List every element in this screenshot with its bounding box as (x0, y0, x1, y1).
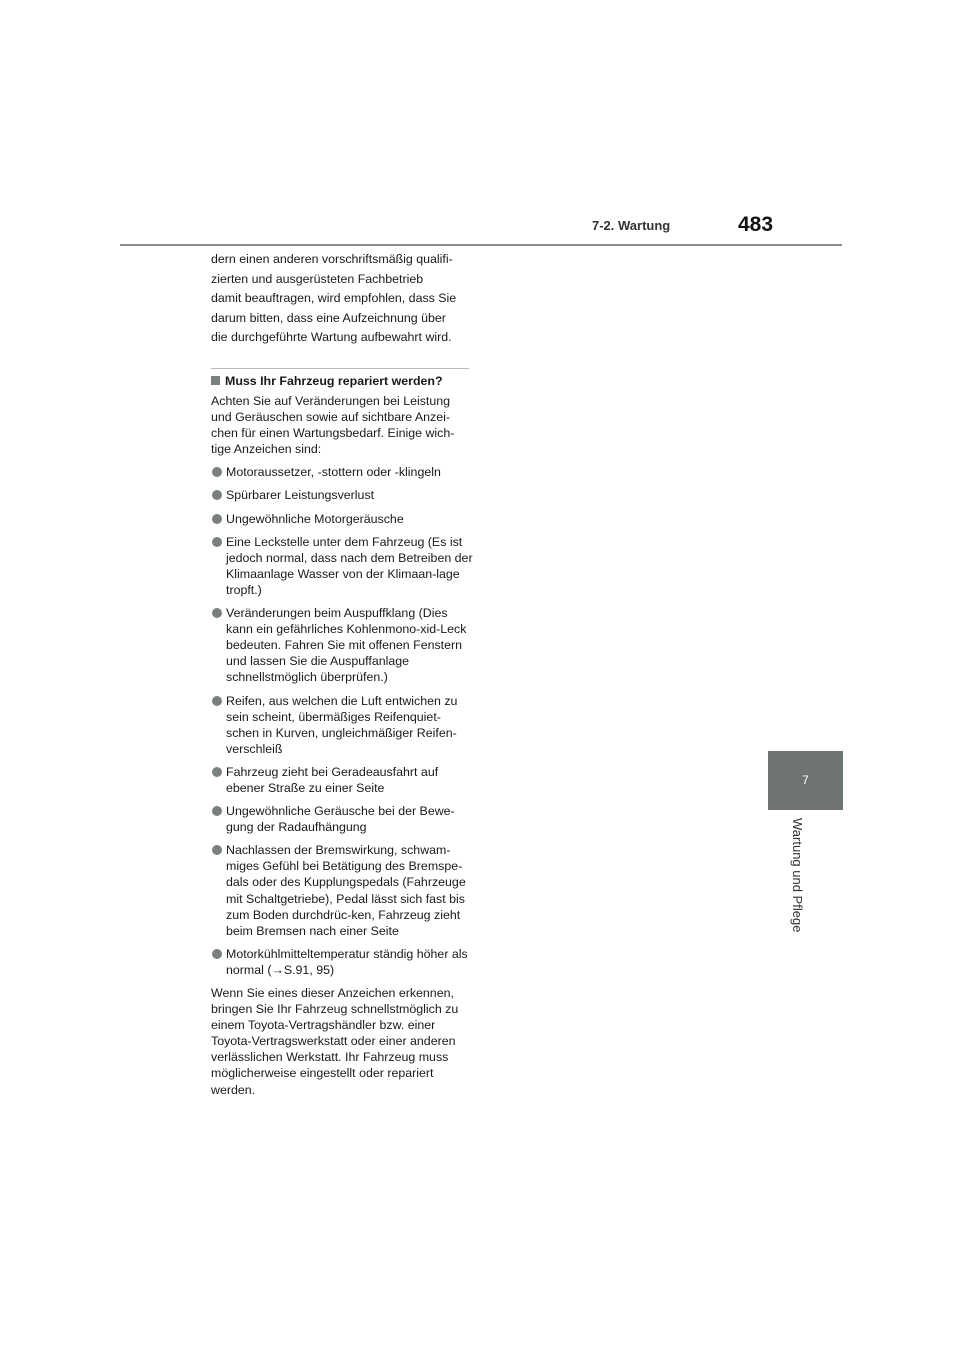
list-item-text: Motoraussetzer, -stottern oder -klingeln (226, 465, 441, 480)
list-item (211, 842, 473, 939)
list-item-text: Spürbarer Leistungsverlust (226, 488, 375, 503)
round-bullet-icon (212, 806, 222, 816)
section-intro: Achten Sie auf Veränderungen bei Leistung und Geräuschen sowie auf sichtbare Anzei-chen für einen Wartungsbedarf. Einige wich-tige Anzeichen sind: (211, 394, 455, 457)
round-bullet-icon (212, 467, 222, 477)
intro-line: darum bitten, dass eine Aufzeichnung über (211, 310, 446, 325)
list-item-text: Veränderungen beim Auspuffklang (Dies kann ein gefährliches Kohlenmono-xid-Leck bedeuten. Fahren Sie mit offenen Fenstern und lassen Sie die Auspuffanlage schnellstmöglich überprüfen.) (226, 606, 467, 685)
symptom-list (211, 464, 473, 978)
list-item (211, 803, 473, 835)
intro-line: die durchgeführte Wartung aufbewahrt wird. (211, 330, 452, 344)
list-item (211, 511, 473, 527)
round-bullet-icon (212, 537, 222, 547)
subsection-heading (211, 368, 469, 388)
list-item-text: Reifen, aus welchen die Luft entwichen zu sein scheint, übermäßiges Reifenquiet-schen in Kurven, ungleichmäßiger Reifen-verschleiß (226, 693, 458, 756)
list-item (211, 487, 473, 503)
round-bullet-icon (212, 608, 222, 618)
round-bullet-icon (212, 696, 222, 706)
closing-paragraph: Wenn Sie eines dieser Anzeichen erkennen, bringen Sie Ihr Fahrzeug schnellstmöglich zu einem Toyota-Vertragshändler bzw. einer Toyota-Vertragswerkstatt oder einer anderen verlässlichen Werkstatt. Ihr Fahrzeug muss möglicherweise eingestellt oder repariert werden. (211, 986, 459, 1097)
round-bullet-icon (212, 490, 222, 500)
chapter-number: 7 (802, 773, 809, 787)
list-item (211, 764, 473, 796)
list-item (211, 693, 473, 757)
subsection-heading-text: Muss Ihr Fahrzeug repariert werden? (225, 374, 443, 388)
list-item (211, 534, 473, 598)
intro-line: dern einen anderen vorschriftsmäßig qualifi- (211, 252, 453, 266)
intro-line: zierten und ausgerüsteten Fachbetrieb (211, 271, 424, 286)
list-item-text: Eine Leckstelle unter dem Fahrzeug (Es ist jedoch normal, dass nach dem Betreiben der Klimaanlage Wasser von der Klimaan-lage tropft.) (226, 534, 473, 597)
round-bullet-icon (212, 949, 222, 959)
intro-line: damit beauftragen, wird empfohlen, dass Sie (211, 291, 457, 305)
header-rule (120, 244, 842, 246)
section-body (211, 393, 473, 1098)
round-bullet-icon (212, 845, 222, 855)
list-item-text: Fahrzeug zieht bei Geradeausfahrt auf ebener Straße zu einer Seite (226, 764, 439, 795)
list-item (211, 946, 473, 978)
round-bullet-icon (212, 767, 222, 777)
list-item (211, 605, 473, 685)
chapter-tab (768, 751, 843, 810)
section-title: 7-2. Wartung (592, 218, 671, 233)
intro-text (211, 250, 473, 348)
page-number: 483 (738, 213, 774, 236)
list-item (211, 464, 473, 480)
list-item-text: Nachlassen der Bremswirkung, schwam-miges Gefühl bei Betätigung des Bremspe-dals oder des Kupplungspedals (Fahrzeuge mit Schaltgetriebe), Pedal lässt sich fast bis zum Boden durchdrüc-ken, Fahrzeug zieht beim Bremsen nach einer Seite (226, 843, 466, 938)
chapter-label: Wartung und Pflege (790, 818, 805, 933)
list-item-text: Ungewöhnliche Geräusche bei der Bewe-gung der Radaufhängung (226, 804, 455, 835)
list-item-text: Ungewöhnliche Motorgeräusche (226, 511, 404, 526)
round-bullet-icon (212, 514, 222, 524)
list-item-text: Motorkühlmitteltemperatur ständig höher als normal (→S.91, 95) (226, 946, 468, 977)
square-bullet-icon (211, 376, 220, 385)
